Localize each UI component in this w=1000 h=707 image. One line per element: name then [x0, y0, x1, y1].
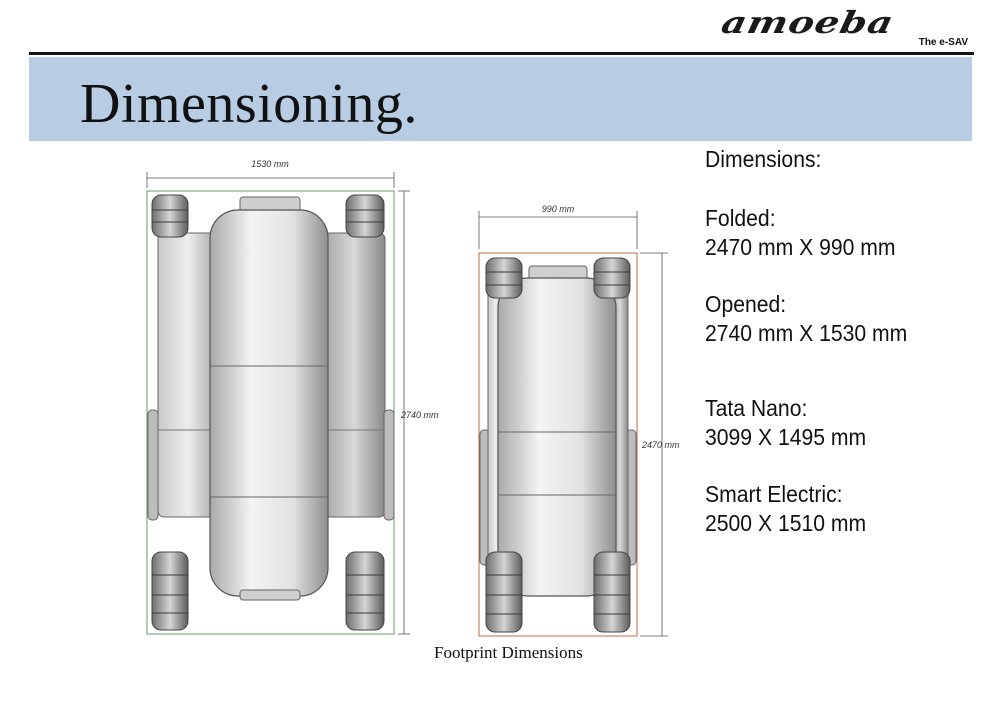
dimension-value: 3099 X 1495 mm	[705, 424, 867, 450]
folded-width-label: 990 mm	[541, 204, 575, 214]
opened-length-label: 2740 mm	[401, 410, 439, 420]
logo-wordmark: amoeba	[718, 4, 898, 40]
dimension-value: 2470 mm X 990 mm	[705, 234, 896, 260]
dimension-label: Opened:	[705, 291, 787, 317]
dimension-opened	[705, 290, 985, 348]
logo-tagline: The e-SAV	[918, 37, 968, 48]
dimensions-panel	[705, 146, 985, 536]
folded-length-label: 2470 mm	[642, 440, 680, 450]
dimension-value: 2500 X 1510 mm	[705, 510, 867, 536]
dimension-smart-electric	[705, 480, 985, 538]
dimensions-heading: Dimensions:	[705, 146, 822, 172]
opened-vehicle	[147, 159, 439, 634]
dimension-tata-nano	[705, 394, 985, 452]
opened-width-label: 1530 mm	[251, 159, 289, 169]
dimension-value: 2740 mm X 1530 mm	[705, 320, 908, 346]
figure-caption: Footprint Dimensions	[434, 643, 583, 662]
dimension-label: Folded:	[705, 205, 776, 231]
page-title: Dimensioning.	[80, 73, 418, 135]
dimension-label: Smart Electric:	[705, 481, 843, 507]
dimension-label: Tata Nano:	[705, 395, 808, 421]
folded-vehicle	[479, 204, 680, 636]
dimension-folded	[705, 204, 985, 262]
